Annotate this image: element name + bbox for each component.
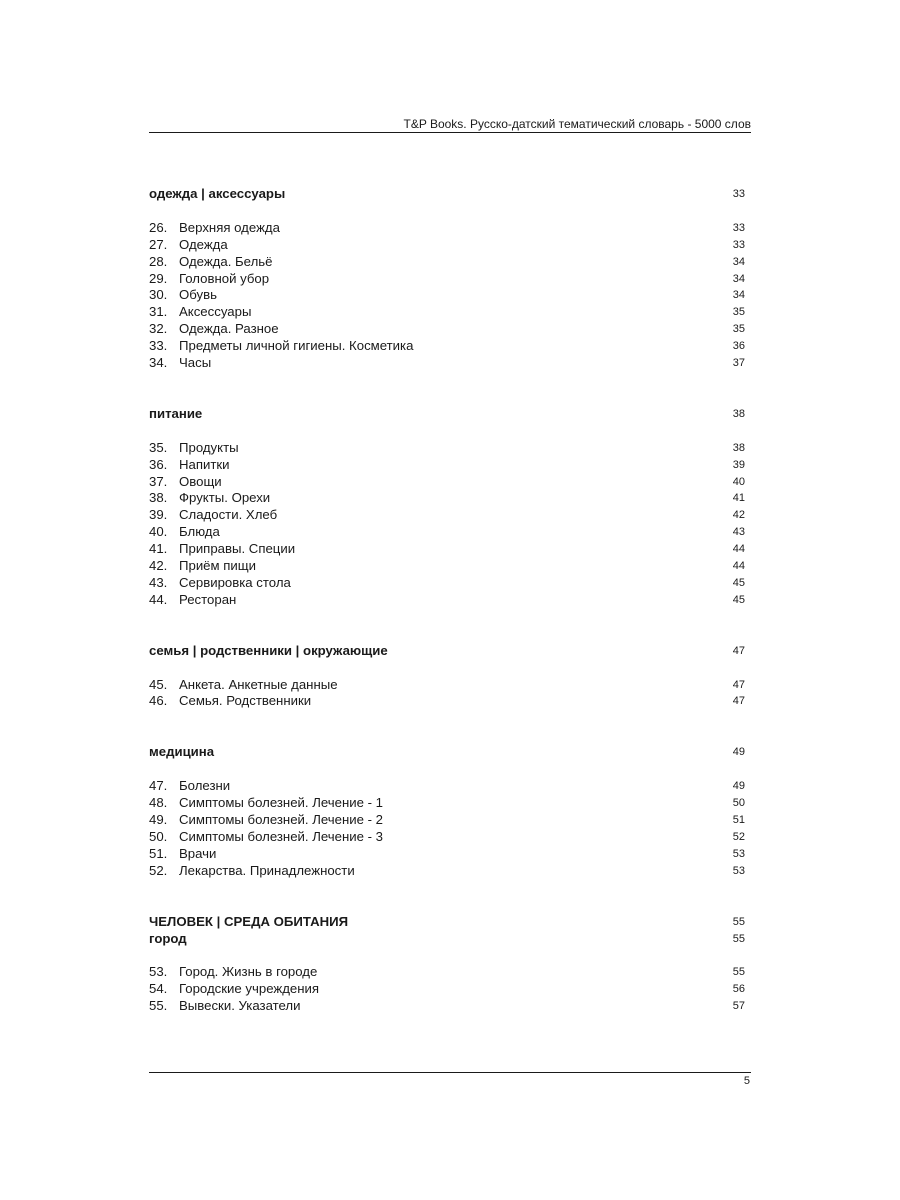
toc-entry-title: Головной убор	[179, 270, 270, 286]
toc-entry-title: Семья. Родственники	[179, 693, 312, 709]
toc-entry[interactable]	[149, 507, 745, 524]
toc-entry[interactable]	[149, 693, 745, 710]
toc-entry-number: 46.	[149, 693, 168, 709]
toc-entry-number: 38.	[149, 490, 168, 506]
heading-spacer	[149, 761, 745, 778]
toc-entry-title: Продукты	[179, 439, 239, 455]
toc-entry-number: 52.	[149, 862, 168, 878]
toc-entry-number: 37.	[149, 473, 168, 489]
toc-entry-title: Блюда	[179, 524, 220, 540]
toc-entry-page: 49	[732, 780, 745, 793]
toc-entry-number: 33.	[149, 338, 168, 354]
toc-entry-title: Городские учреждения	[179, 981, 320, 997]
toc-entry-page: 47	[732, 695, 745, 708]
toc-heading-page: 38	[732, 407, 745, 420]
heading-spacer	[149, 423, 745, 440]
toc-heading-title: город	[149, 930, 187, 946]
toc-entry-number: 31.	[149, 304, 168, 320]
toc-entry-number: 49.	[149, 812, 168, 828]
toc-entry[interactable]	[149, 457, 745, 474]
toc-entry-number: 30.	[149, 287, 168, 303]
toc-heading-title: ЧЕЛОВЕК | СРЕДА ОБИТАНИЯ	[149, 913, 349, 929]
toc-entry-page: 34	[732, 289, 745, 302]
section-spacer	[149, 609, 745, 643]
toc-entry-number: 27.	[149, 236, 168, 252]
toc-entry-title: Приём пищи	[179, 558, 256, 574]
toc-entry-number: 32.	[149, 321, 168, 337]
toc-entry-page: 38	[732, 441, 745, 454]
toc-entry-number: 55.	[149, 998, 168, 1014]
toc-entry-page: 39	[732, 458, 745, 471]
toc-entry[interactable]	[149, 287, 745, 304]
toc-entry[interactable]	[149, 795, 745, 812]
toc-entry-page: 37	[732, 357, 745, 370]
footer-divider	[149, 1072, 751, 1073]
toc-entry-page: 45	[732, 593, 745, 606]
toc-entry-number: 39.	[149, 507, 168, 523]
toc-entry[interactable]	[149, 829, 745, 846]
toc-entry-page: 45	[732, 576, 745, 589]
toc-entry-page: 52	[732, 830, 745, 843]
toc-heading-page: 55	[732, 915, 745, 928]
toc-entry-number: 44.	[149, 591, 168, 607]
toc-heading[interactable]	[149, 406, 745, 423]
toc-entry[interactable]	[149, 524, 745, 541]
toc-entry-number: 43.	[149, 574, 168, 590]
toc-entry-page: 42	[732, 509, 745, 522]
toc-entry-page: 40	[732, 475, 745, 488]
toc-entry[interactable]	[149, 321, 745, 338]
toc-entry-title: Сладости. Хлеб	[179, 507, 278, 523]
toc-heading[interactable]	[149, 931, 745, 948]
toc-entry[interactable]	[149, 592, 745, 609]
toc-entry-page: 35	[732, 306, 745, 319]
toc-entry-title: Врачи	[179, 845, 217, 861]
page-number: 5	[743, 1075, 750, 1087]
toc-entry-number: 26.	[149, 219, 168, 235]
toc-heading-page: 55	[732, 932, 745, 945]
toc-entry-number: 47.	[149, 778, 168, 794]
toc-entry[interactable]	[149, 490, 745, 507]
table-of-contents	[149, 186, 745, 1015]
toc-entry-page: 44	[732, 560, 745, 573]
toc-entry-title: Ресторан	[179, 591, 237, 607]
toc-entry-page: 53	[732, 847, 745, 860]
toc-heading-title: медицина	[149, 744, 215, 760]
toc-entry-page: 47	[732, 678, 745, 691]
toc-entry[interactable]	[149, 981, 745, 998]
toc-entry-title: Сервировка стола	[179, 574, 291, 590]
toc-entry-title: Одежда	[179, 236, 228, 252]
header-divider	[149, 132, 751, 133]
toc-entry-title: Обувь	[179, 287, 217, 303]
toc-heading[interactable]	[149, 744, 745, 761]
toc-entry-page: 51	[732, 814, 745, 827]
toc-entry-number: 45.	[149, 676, 168, 692]
toc-entry-number: 40.	[149, 524, 168, 540]
toc-entry-page: 44	[732, 543, 745, 556]
toc-entry-title: Анкета. Анкетные данные	[179, 676, 338, 692]
toc-entry-page: 35	[732, 323, 745, 336]
toc-entry-title: Приправы. Специи	[179, 541, 296, 557]
toc-heading[interactable]	[149, 186, 745, 203]
toc-entry[interactable]	[149, 220, 745, 237]
toc-entry-page: 57	[732, 1000, 745, 1013]
toc-entry-number: 41.	[149, 541, 168, 557]
toc-entry-title: Лекарства. Принадлежности	[179, 862, 355, 878]
toc-entry-title: Одежда. Бельё	[179, 253, 273, 269]
toc-entry[interactable]	[149, 271, 745, 288]
toc-entry-title: Город. Жизнь в городе	[179, 964, 318, 980]
toc-entry-title: Фрукты. Орехи	[179, 490, 271, 506]
toc-heading-title: одежда | аксессуары	[149, 186, 286, 201]
toc-entry[interactable]	[149, 998, 745, 1015]
toc-entry-page: 34	[732, 255, 745, 268]
toc-entry-page: 53	[732, 864, 745, 877]
toc-entry[interactable]	[149, 338, 745, 355]
toc-entry-page: 56	[732, 983, 745, 996]
toc-entry-page: 43	[732, 526, 745, 539]
toc-heading-title: семья | родственники | окружающие	[149, 642, 388, 658]
heading-spacer	[149, 203, 745, 220]
toc-entry-number: 48.	[149, 795, 168, 811]
toc-heading[interactable]	[149, 643, 745, 660]
toc-entry-page: 50	[732, 797, 745, 810]
toc-entry[interactable]	[149, 304, 745, 321]
toc-entry-page: 36	[732, 340, 745, 353]
toc-entry[interactable]	[149, 558, 745, 575]
toc-entry-number: 51.	[149, 845, 168, 861]
toc-entry[interactable]	[149, 575, 745, 592]
toc-heading-page: 47	[732, 644, 745, 657]
toc-entry-number: 35.	[149, 439, 168, 455]
toc-entry-number: 29.	[149, 270, 168, 286]
section-spacer	[149, 372, 745, 406]
heading-spacer	[149, 660, 745, 677]
toc-entry[interactable]	[149, 474, 745, 491]
section-spacer	[149, 710, 745, 744]
toc-entry[interactable]	[149, 677, 745, 694]
toc-entry-title: Вывески. Указатели	[179, 998, 301, 1014]
toc-entry-title: Верхняя одежда	[179, 219, 280, 235]
toc-entry-title: Одежда. Разное	[179, 321, 279, 337]
toc-entry[interactable]	[149, 355, 745, 372]
toc-entry-number: 28.	[149, 253, 168, 269]
toc-entry-title: Предметы личной гигиены. Косметика	[179, 338, 414, 354]
toc-entry-title: Овощи	[179, 473, 222, 489]
toc-entry[interactable]	[149, 846, 745, 863]
toc-entry-title: Болезни	[179, 778, 231, 794]
running-header: T&P Books. Русско-датский тематический словарь - 5000 слов	[403, 117, 751, 131]
toc-entry-number: 34.	[149, 355, 168, 371]
toc-entry-page: 33	[732, 221, 745, 234]
heading-spacer	[149, 947, 745, 964]
toc-entry-number: 54.	[149, 981, 168, 997]
toc-entry[interactable]	[149, 237, 745, 254]
toc-heading-page: 49	[732, 746, 745, 759]
toc-entry-title: Симптомы болезней. Лечение - 1	[179, 795, 384, 811]
toc-entry-page: 41	[732, 492, 745, 505]
toc-entry-number: 36.	[149, 456, 168, 472]
toc-entry[interactable]	[149, 964, 745, 981]
toc-heading-page: 33	[732, 188, 745, 200]
toc-entry[interactable]	[149, 440, 745, 457]
toc-entry-number: 50.	[149, 828, 168, 844]
toc-entry-page: 34	[732, 272, 745, 285]
toc-heading[interactable]	[149, 914, 745, 931]
toc-entry[interactable]	[149, 812, 745, 829]
toc-entry-page: 33	[732, 238, 745, 251]
toc-entry-title: Симптомы болезней. Лечение - 2	[179, 812, 384, 828]
toc-entry-number: 42.	[149, 558, 168, 574]
toc-entry-number: 53.	[149, 964, 168, 980]
toc-entry[interactable]	[149, 863, 745, 880]
toc-entry[interactable]	[149, 541, 745, 558]
toc-entry[interactable]	[149, 254, 745, 271]
toc-entry-title: Напитки	[179, 456, 230, 472]
toc-entry-title: Симптомы болезней. Лечение - 3	[179, 828, 384, 844]
toc-entry-title: Часы	[179, 355, 212, 371]
toc-entry[interactable]	[149, 778, 745, 795]
toc-entry-page: 55	[732, 966, 745, 979]
section-spacer	[149, 880, 745, 914]
toc-heading-title: питание	[149, 405, 203, 421]
toc-entry-title: Аксессуары	[179, 304, 252, 320]
